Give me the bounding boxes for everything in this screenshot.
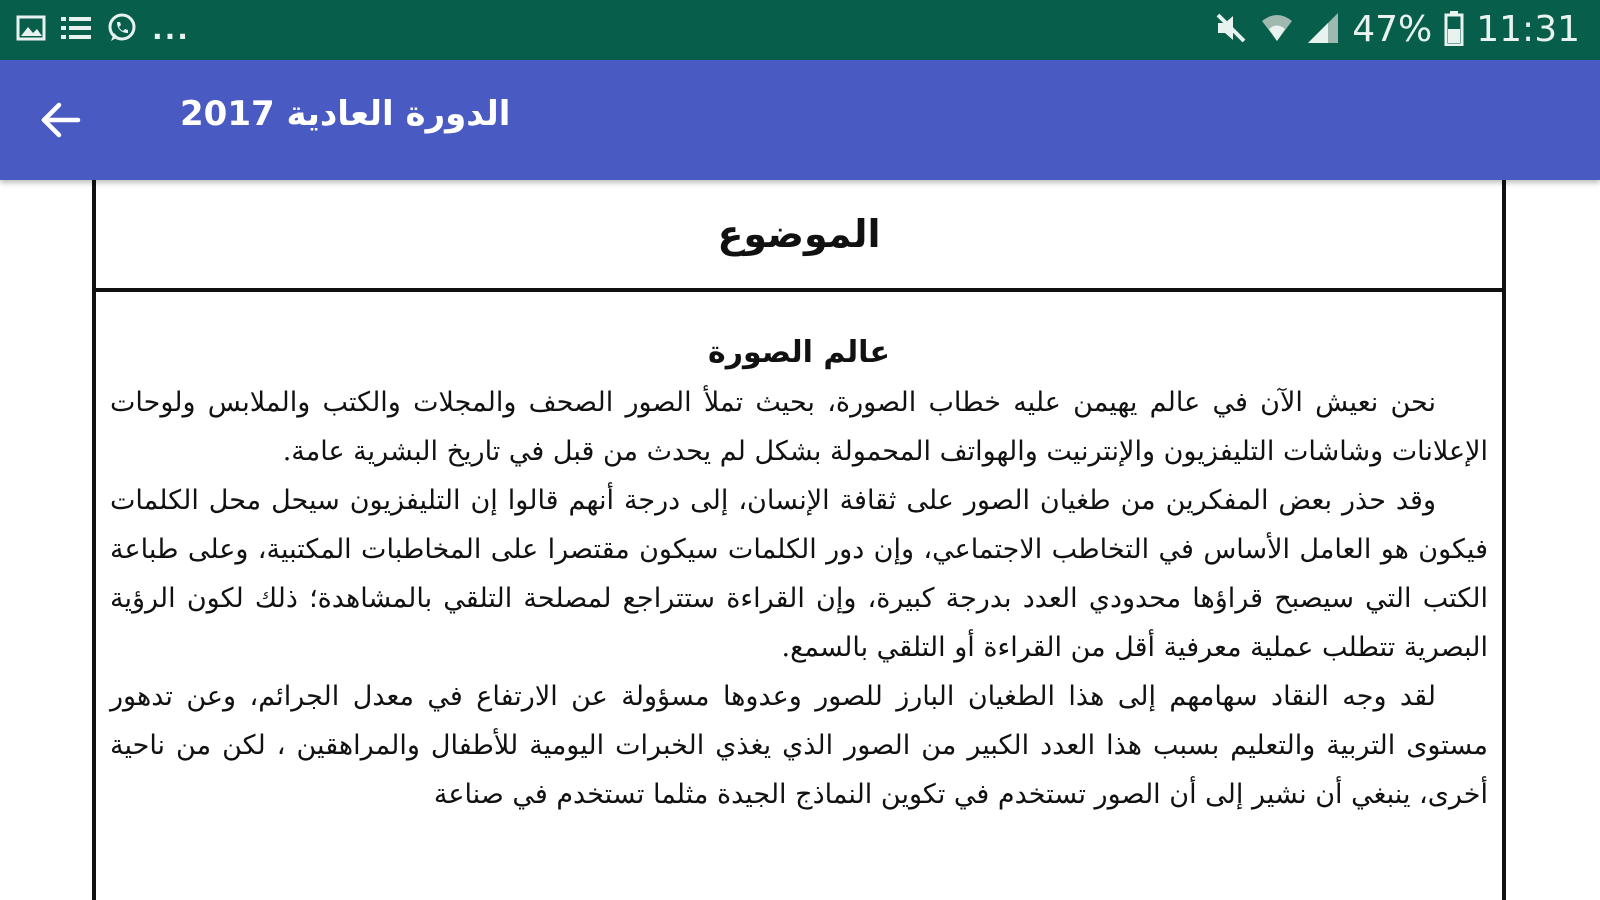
signal-icon xyxy=(1306,11,1340,49)
whatsapp-icon xyxy=(106,12,138,48)
page-title: الدورة العادية 2017 xyxy=(180,94,511,134)
paragraph: نحن نعيش الآن في عالم يهيمن عليه خطاب الصورة، بحيث تملأ الصور الصحف والمجلات والكتب والملابس ولوحات الإعلانات وشاشات التليفزيون والإنترنيت والهواتف المحمولة بشكل لم يحدث من قبل في تاريخ البشرية عامة. xyxy=(110,387,1488,467)
subject-header-box xyxy=(96,180,1502,292)
clock: 11:31 xyxy=(1476,9,1580,50)
system-status xyxy=(1214,8,1580,52)
arrow-left-icon xyxy=(38,98,82,142)
text-title: عالم الصورة xyxy=(708,335,890,370)
list-icon xyxy=(60,13,92,47)
paragraph: لقد وجه النقاد سهامهم إلى هذا الطغيان البارز للصور وعدوها مسؤولة عن الارتفاع في معدل الجرائم، وعن تدهور مستوى التربية والتعليم بسبب هذا العدد الكبير من الصور الذي يغذي الخبرات اليومية للأطفال والمراهقين ، لكن من ناحية أخرى، ينبغي أن نشير إلى أن الصور تستخدم في تكوين النماذج الجيدة مثلما تستخدم في صناعة xyxy=(110,681,1488,810)
paragraph: وقد حذر بعض المفكرين من طغيان الصور على ثقافة الإنسان، إلى درجة أنهم قالوا إن التليفزيون سيحل محل الكلمات فيكون هو العامل الأساس في التخاطب الاجتماعي، وإن دور الكلمات سيكون مقتصرا على المخاطبات المكتبية، وعلى طباعة الكتب التي سيصبح قراؤها محدودي العدد بدرجة كبيرة، وإن القراءة ستتراجع لمصلحة التلقي بالمشاهدة؛ ذلك لكون الرؤية البصرية تتطلب عملية معرفية أقل من القراءة أو التلقي بالسمع. xyxy=(110,485,1488,663)
image-icon xyxy=(16,13,46,47)
subject-title: الموضوع xyxy=(717,212,881,256)
battery-icon xyxy=(1444,10,1464,50)
document-viewer[interactable] xyxy=(0,180,1600,900)
reading-text xyxy=(110,330,1488,819)
notification-icons xyxy=(16,12,190,48)
exam-page xyxy=(92,180,1506,900)
app-bar xyxy=(0,60,1600,180)
back-button[interactable] xyxy=(28,88,92,152)
wifi-icon xyxy=(1260,11,1294,49)
status-bar xyxy=(0,0,1600,60)
battery-percent: 47% xyxy=(1352,9,1433,50)
mute-icon xyxy=(1214,11,1248,49)
more-notifications-indicator: ... xyxy=(152,13,190,46)
